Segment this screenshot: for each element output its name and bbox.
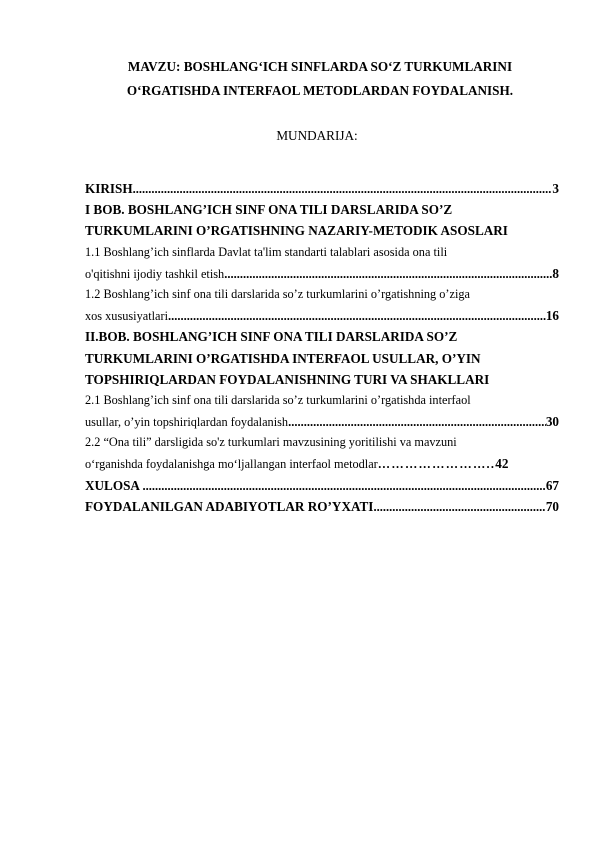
- toc-page-number: 67: [545, 477, 559, 493]
- dot-leader: [168, 306, 546, 326]
- toc-chapter-2-line-3: TOPSHIRIQLARDAN FOYDALANISHNING TURI VA SHAKLLARI: [85, 371, 490, 387]
- toc-chapter-1-line-2: TURKUMLARINI O’RGATISHNING NAZARIY-METODIK ASOSLARI: [85, 223, 508, 239]
- dot-leader: [373, 497, 545, 517]
- toc-page-number: 42: [495, 456, 509, 472]
- toc-page-number: 8: [552, 265, 559, 281]
- toc-page-number: 16: [545, 308, 559, 324]
- document-title-line-2: O‘RGATISHDA INTERFAOL METODLARDAN FOYDALANISH.: [126, 83, 514, 98]
- toc-section-2-2-line-1[interactable]: 2.2 “Ona tili” darsligida so'z turkumlari mavzusining yoritilishi va mavzuni: [85, 435, 457, 450]
- chapter-title-part: . BOSHLANG’ICH SINF ONA TILI DARSLARIDA SO’Z: [126, 329, 458, 345]
- chapter-title-part: . BOSHLANG’ICH SINF ONA TILI DARSLARIDA SO’Z: [121, 202, 453, 218]
- toc-section-2-2-line-2[interactable]: [85, 453, 559, 474]
- toc-page-number: 30: [545, 414, 559, 430]
- toc-entry-label: o‘rganishda foydalanishga mo‘ljallangan interfaol metodlar: [85, 457, 378, 472]
- toc-chapter-2-line-1[interactable]: [85, 326, 559, 347]
- ellipsis-leader: ……………………..: [377, 457, 496, 472]
- chapter-prefix: I BOB: [85, 202, 122, 218]
- toc-chapter-1-line-1[interactable]: [85, 199, 559, 220]
- table-of-contents: [85, 178, 559, 517]
- toc-entry-kirish[interactable]: [85, 178, 559, 199]
- toc-section-2-1-line-2[interactable]: [85, 411, 559, 432]
- dot-leader: [288, 412, 546, 432]
- toc-entry-adabiyotlar[interactable]: [85, 496, 559, 517]
- toc-page-number: 3: [552, 181, 559, 196]
- toc-entry-label: KIRISH: [85, 181, 133, 196]
- toc-section-2-1-line-1[interactable]: 2.1 Boshlang’ich sinf ona tili darslarida so’z turkumlarini o’rgatishda interfaol: [85, 392, 471, 407]
- toc-section-1-1-line-1[interactable]: 1.1 Boshlang’ich sinflarda Davlat ta'lim standarti talablari asosida ona tili: [85, 244, 448, 259]
- toc-section-1-1-line-2[interactable]: [85, 263, 559, 284]
- toc-entry-label: o'qitishni ijodiy tashkil etish: [85, 266, 225, 281]
- toc-entry-label: XULOSA: [85, 477, 143, 493]
- dot-leader: [143, 476, 546, 496]
- toc-entry-label: xos xususiyatlari: [85, 309, 168, 324]
- toc-entry-label: usullar, o’yin topshiriqlardan foydalanish: [85, 415, 289, 430]
- toc-entry-label: FOYDALANILGAN ADABIYOTLAR RO’YXATI: [85, 498, 374, 514]
- toc-page-number: 70: [545, 498, 559, 514]
- toc-entry-xulosa[interactable]: [85, 475, 559, 496]
- chapter-prefix: II.BOB: [85, 329, 127, 345]
- toc-section-1-2-line-2[interactable]: [85, 305, 559, 326]
- dot-leader: [224, 264, 552, 284]
- toc-chapter-2-line-2: TURKUMLARINI O’RGATISHDA INTERFAOL USULLAR, O’YIN: [85, 350, 481, 366]
- contents-heading: MUNDARIJA:: [276, 128, 358, 143]
- toc-section-1-2-line-1[interactable]: 1.2 Boshlang’ich sinf ona tili darslarida so’z turkumlarini o’rgatishning o’ziga: [85, 286, 470, 301]
- document-title-line-1: MAVZU: BOSHLANG‘ICH SINFLARDA SO‘Z TURKUMLARINI: [127, 59, 513, 74]
- dot-leader: [133, 179, 553, 199]
